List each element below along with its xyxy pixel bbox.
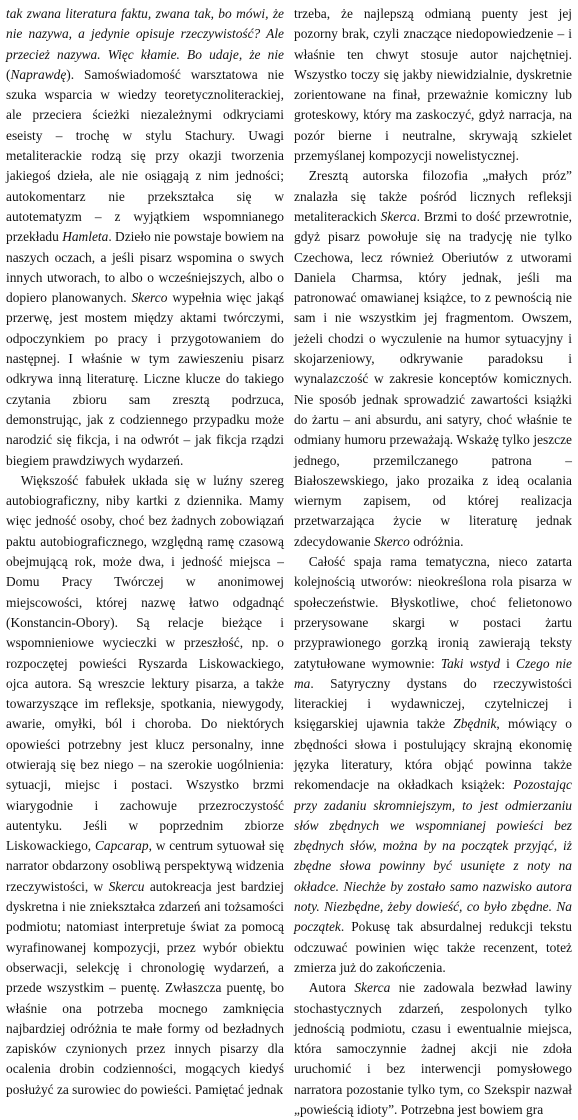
text-run: Większość fabułek układa się w luźny szereg autobiograficzny, niby kartki z dziennika. Mamy więc jedność osoby, choć bez żadnych zobowiązań paktu autobiograficznego, względną ramę czasową obejmującą rok, może dwa, i jedność miejsca – Domu Pracy Twórczej w anonimowej miejscowości, której nazwę łatwo odgadnąć (Konstancin-Obory). Są relacje bieżące i wspomnieniowe wycieczki w przeszłość, np. o rozpoczętej powieści Ryszarda Liskowackiego, ojca autora. Są wreszcie lektury pisarza, a także towarzyszące im refleksje, spotkania, niewygody, awarie, omyłki, ból i choroba. Do niektórych opowieści potrzebny jest klucz personalny, inne otwierają się bez niego – na szerokie uogólnienia: sytuacji, miejsc i postaci. Wszystko brzmi wiarygodnie i zachowuje przezroczystość autentyku. Jeśli w poprzednim zbiorze Liskowackiego, [6,472,284,854]
text-run: . Brzmi to dość przewrotnie, gdyż pisarz powołuje się na tradycję nie tylko Czechowa, lecz również Oberiutów z utworami Daniela Charmsa, który jednak, jeśli ma patronować omawianej książce, to z pewnością nie sam i nie wszystkim jej fragmentom. Owszem, jeżeli chodzi o wyczulenie na humor sytuacyjny i skojarzeniowy, odkrywanie paradoksu i wynalazczość w zakresie konceptów komicznych. Nie sposób jednak sprowadzić zawartości książki do żartu – ani absurdu, ani satyry, choć właśnie te odmiany humoru przeważają. Wskażę tylko jeszcze jednego, przemilczanego patrona – Białoszewskiego, jako prozaika z ideą ocalania wiernym zapisem, od której realizacja przetwarzająca życie w literaturę jednak zdecydowanie [294,208,572,549]
paragraph [294,4,572,166]
paragraph [294,166,572,552]
text-run: Zresztą autorska filozofia „małych próz” znalazła się także pośród licznych refleksji metaliterackich [294,168,572,224]
text-run: trzeba, że najlepszą odmianą puenty jest jej pozorny brak, czyli znaczące niedopowiedzenie – i właśnie ten chwyt stosuje autor najchętniej. Wszystko toczy się jakby niewidzialnie, dyskretnie zorientowane na finał, przeważnie komiczny lub groteskowy, który ma zaskoczyć, gdyż narracja, na pozór bierne i neutralne, skrywają szkielet przemyślanej kompozycji nowelistycznej. [294,6,572,164]
text-run: Autora [308,980,355,996]
italic-text-run: Hamleta [62,229,109,245]
italic-text-run: Skerco [131,290,168,306]
text-run: , mówiący o zbędności słowa i postulujący skrajną ekonomię języka literatury, która objąć powinna także rekomendacje na okładkach książek: [294,716,573,793]
text-columns [6,4,573,1118]
text-run: . Pokusę tak absurdalnej redukcji tekstu odczuwać powinien więc także recenzent, toteż zmierza już do zakończenia. [294,919,572,975]
italic-text-run: Skerca [354,980,391,996]
text-run: ). Samoświadomość warsztatowa nie szuka wsparcia w wiedzy teoretycznoliterackiej, ale przeciera ścieżki niezależnymi odkryciami eseisty – trochę w stylu Stachury. Uwagi metaliterackie rodzą się przy okazji tworzenia jakiegoś dzieła, ale nie osiągają z nim jedności; autokomentarz nie przekształca się w autotematyzm – z wyjątkiem wspomnianego przekładu [6,66,284,245]
text-run: nie zadowala bezwład lawiny stochastycznych zdarzeń, zespolonych tylko jednością podmiotu, czasu i ewentualnie miejsca, która samoczynnie żadnej akcji nie zdoła uruchomić i bez interwencji pomysłowego narratora pozostanie tylko tym, co Szekspir nazwał „powieścią idioty”. Potrzebna jest bowiem gra [294,980,572,1118]
text-run: . Dzieło nie powstaje bowiem na naszych oczach, a jeśli pisarz wspomina o swych innych utworach, to albo o wcześniejszych, albo o dopiero planowanych. [6,229,284,306]
paragraph [6,471,284,1100]
italic-text-run: Skerco [373,533,410,549]
left-column [6,4,285,1097]
right-column [294,4,573,1118]
italic-text-run: Pozostając przy zadaniu skromniejszym, to jest odmierzaniu słów zbędnych we wspomnianej powieści bez zbędnych słów, można by na początek przyjąć, iż zbędne słowa powinny być usunięte z noty na okładce. Niechże by zostało samo nazwisko autora noty. Niezbędne, żeby dowieść, co było zbędne. Na początek [294,777,572,935]
italic-text-run: tak zwana literatura faktu, zwana tak, bo mówi, że nie nazywa, a jedynie opisuje rzeczywistość? Ale przecież nazywa. Więc kłamie. Bo udaje, że nie [6,6,284,62]
italic-text-run: Naprawdę [10,66,67,82]
italic-text-run: Zbędnik [453,716,497,732]
text-run: wypełnia więc jakąś przerwę, jest mostem między aktami twórczymi, odpoczynkiem po pracy i przygotowaniem do następnej. I właśnie w tym zawieszeniu pisarz odkrywa inną literaturę. Liczne klucze do takiego czytania zbioru sam zresztą podrzuca, demonstrując, jak z codziennego przypadku może narodzić się fikcja, i na odwrót – jak fikcja rządzi biegiem prawdziwych wydarzeń. [6,290,285,468]
paragraph [6,4,284,471]
text-run: ( [6,66,11,82]
italic-text-run: Czego nie ma [294,655,572,691]
italic-text-run: Taki wstyd [440,655,501,671]
text-run: . Satyryczny dystans do rzeczywistości literackiej i wydawniczej, czytelniczej i księgarskiej ujawnia także [294,675,572,732]
text-run: odróżnia. [409,533,464,549]
paragraph [294,552,572,978]
italic-text-run: Skerca [380,208,417,224]
paragraph [294,978,572,1120]
text-run: autokreacja jest bardziej dyskretna i nie zniekształca zdarzeń ani tożsamości podmiotu; natomiast interpretuje świat za pomocą wyrafinowanej kompozycji, przez wybór obiektu obserwacji, selekcję i chronologię wydarzeń, a przede wszystkim – puentę. Zwłaszcza puentę, bo właśnie ona potrzeba mocnego zamknięcia najbardziej odróżnia te małe formy od bezładnych zapisków czynionych przez innych pisarzy dla ocalenia drobin codzienności, mogących kiedyś posłużyć za surowiec do powieści. Pamiętać jednak [6,878,284,1097]
italic-text-run: Skercu [108,878,145,894]
text-run: i [500,655,517,671]
text-run: Całość spaja rama tematyczna, nieco zatarta kolejnością utworów: nieokreślona rola pisarza w społeczeństwie. Błyskotliwe, choć felietonowo przerysowane skargi w postaci żartu przyprawionego gorzką ironią zawierają teksty zatytułowane wymownie: [294,554,572,671]
text-run: , w centrum sytuował się narrator obdarzony osobliwą perspektywą widzenia rzeczywistości, w [6,838,284,894]
italic-text-run: Capcarap [94,838,149,854]
